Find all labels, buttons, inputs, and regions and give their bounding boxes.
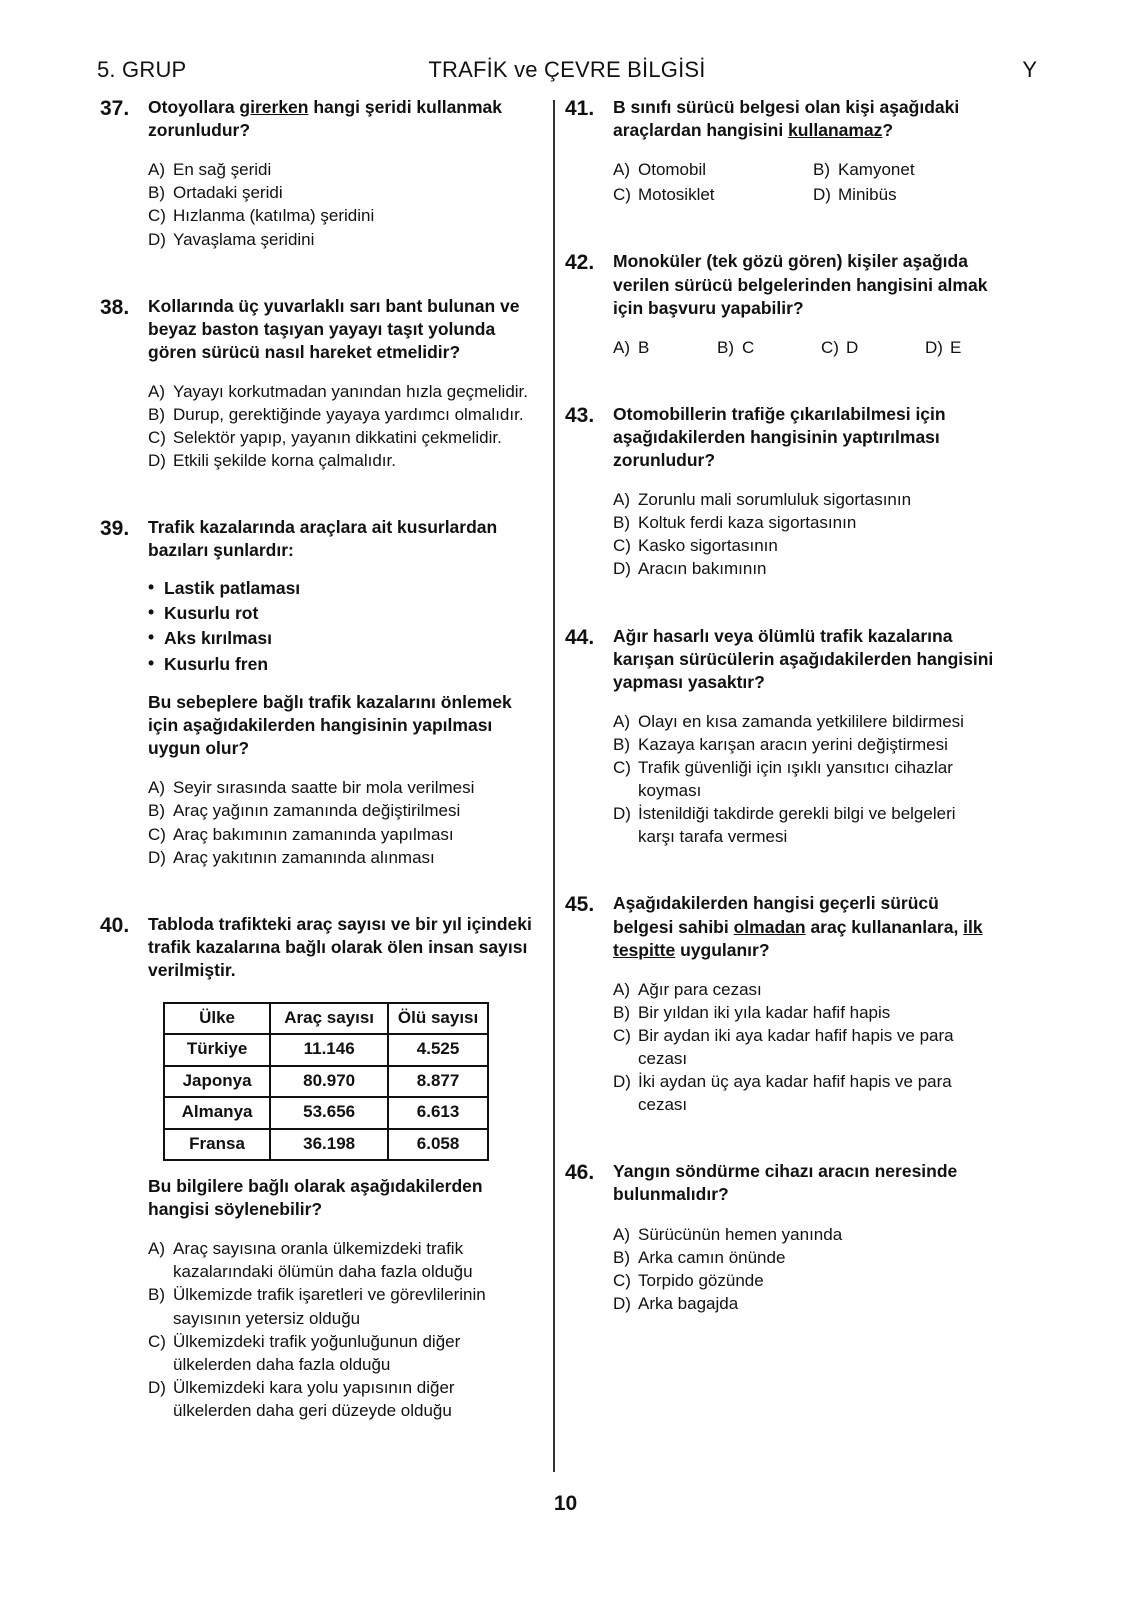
option-letter: B) [813, 160, 830, 180]
option-letter: A) [613, 979, 630, 999]
traffic-statistics-table [163, 1002, 489, 1161]
stem-part-after: hangi şeridi kullanmak zorunludur? [148, 97, 503, 141]
option-letter: C) [148, 206, 166, 226]
stem-part-before: B sınıfı sürücü belgesi olan kişi aşağıdaki araçlardan hangisini [613, 97, 960, 141]
page-header [97, 57, 1037, 87]
option-letter: C) [148, 428, 166, 448]
option-letter: B) [148, 183, 165, 203]
cell-death-count: 8.877 [388, 1066, 488, 1097]
spacer [565, 581, 997, 625]
cell-country: Almanya [164, 1097, 270, 1128]
option-letter: A) [613, 160, 630, 180]
option-letter: C) [613, 1025, 631, 1045]
question-37 [100, 96, 532, 251]
option-letter: D) [925, 337, 943, 357]
option-text: Ağır para cezası [638, 979, 762, 999]
question-stem [148, 96, 532, 142]
stem-part-underlined: kullanamaz [788, 120, 883, 141]
stem-part-middle: araç kullananlara, [805, 916, 964, 937]
spacer [100, 251, 532, 295]
question-stem: Tabloda trafikteki araç sayısı ve bir yıl içindeki trafik kazalarına bağlı olarak ölen insan sayısı verilmiştir. [148, 913, 532, 980]
question-43 [565, 403, 997, 581]
option-letter: B) [148, 405, 165, 425]
option-letter: B) [613, 1247, 630, 1267]
option-letter: C) [613, 536, 631, 556]
option-text: Yavaşlama şeridini [173, 229, 315, 249]
option-d[interactable] [148, 846, 532, 869]
question-44 [565, 625, 997, 849]
option-b[interactable] [613, 1246, 997, 1269]
option-letter: C) [613, 185, 631, 205]
option-letter: D) [813, 185, 831, 205]
column-divider [553, 100, 555, 1472]
option-b[interactable] [813, 158, 997, 181]
option-b[interactable] [717, 336, 821, 359]
table-row [164, 1097, 488, 1128]
option-text: Bir yıldan iki yıla kadar hafif hapis [638, 1002, 891, 1022]
option-text: Torpido gözünde [638, 1270, 764, 1290]
option-text: Arka camın önünde [638, 1247, 786, 1267]
question-stem: Kollarında üç yuvarlaklı sarı bant bulunan ve beyaz baston taşıyan yayayı taşıt yolunda gören sürücü nasıl hareket etmelidir? [148, 295, 520, 362]
option-a[interactable] [148, 380, 532, 403]
option-a[interactable] [148, 776, 532, 799]
option-a[interactable] [613, 158, 813, 181]
option-letter: D) [148, 1377, 166, 1397]
option-letter: D) [613, 804, 631, 824]
option-d[interactable] [813, 183, 997, 206]
option-letter: A) [148, 778, 165, 798]
left-column [100, 96, 532, 1422]
option-d[interactable] [613, 1292, 997, 1315]
option-b[interactable] [613, 733, 997, 756]
question-stem [613, 892, 997, 961]
exam-title: TRAFİK ve ÇEVRE BİLGİSİ [428, 57, 706, 82]
option-text: Ülkemizde trafik işaretleri ve görevlilerinin sayısının yetersiz olduğu [173, 1285, 486, 1328]
traffic-statistics-table-wrapper [163, 1002, 532, 1161]
list-item: • Kusurlu rot [148, 601, 532, 626]
question-stem: Yangın söndürme cihazı aracın neresinde bulunmalıdır? [613, 1161, 958, 1205]
question-number: 45. [565, 893, 595, 917]
booklet-letter: Y [1022, 57, 1037, 82]
option-d[interactable] [613, 802, 997, 848]
question-38 [100, 295, 532, 473]
question-42 [565, 250, 997, 358]
option-a[interactable] [613, 710, 997, 733]
option-a[interactable] [613, 978, 997, 1001]
column-header-death-count: Ölü sayısı [388, 1003, 488, 1034]
option-text: E [950, 337, 962, 357]
option-text: Ortadaki şeridi [173, 183, 283, 203]
cell-death-count: 6.058 [388, 1129, 488, 1160]
option-text: Kasko sigortasının [638, 536, 778, 556]
option-text: Bir aydan iki aya kadar hafif hapis ve para cezası [638, 1025, 954, 1069]
options-list [613, 710, 997, 849]
option-text: Araç yağının zamanında değiştirilmesi [173, 801, 461, 821]
option-text: Kamyonet [838, 160, 915, 180]
option-text: Ülkemizdeki kara yolu yapısının diğer ülkelerden daha geri düzeyde olduğu [173, 1377, 455, 1420]
stem-part-underlined: girerken [239, 97, 309, 117]
group-label: 5. GRUP [97, 57, 187, 82]
question-stem-secondary: Bu sebeplere bağlı trafik kazalarını önlemek için aşağıdakilerden hangisinin yapılması uygun olur? [148, 692, 512, 759]
question-stem-secondary: Bu bilgilere bağlı olarak aşağıdakilerden hangisi söylenebilir? [148, 1175, 483, 1220]
right-column [565, 96, 997, 1315]
question-39 [100, 516, 532, 868]
option-text: İstenildiği takdirde gerekli bilgi ve belgeleri karşı tarafa vermesi [638, 804, 956, 847]
option-text: Olayı en kısa zamanda yetkililere bildirmesi [638, 711, 964, 731]
cell-death-count: 6.613 [388, 1097, 488, 1128]
option-d[interactable] [148, 228, 532, 251]
option-text: Selektör yapıp, yayanın dikkatini çekmelidir. [173, 428, 502, 448]
option-letter: B) [613, 1002, 630, 1022]
cell-country: Japonya [164, 1066, 270, 1097]
list-item: • Lastik patlaması [148, 576, 532, 601]
option-text: Yayayı korkutmadan yanından hızla geçmelidir. [173, 381, 528, 401]
option-text: Araç bakımının zamanında yapılması [173, 824, 454, 844]
question-number: 44. [565, 625, 595, 649]
question-stem: Monoküler (tek gözü gören) kişiler aşağıda verilen sürücü belgelerinden hangisini almak için başvuru yapabilir? [613, 251, 988, 318]
question-number: 40. [100, 913, 130, 937]
cell-death-count: 4.525 [388, 1034, 488, 1065]
option-text: B [638, 337, 650, 357]
option-text: Otomobil [638, 160, 707, 180]
option-letter: A) [148, 160, 165, 180]
option-text: C [742, 337, 755, 357]
question-stem [613, 96, 997, 142]
option-c[interactable] [613, 1269, 997, 1292]
stem-part-before: Aşağıdakilerden hangisi geçerli sürücü belgesi sahibi [613, 893, 939, 937]
option-letter: A) [613, 1224, 630, 1244]
option-b[interactable] [613, 1001, 997, 1024]
option-c[interactable] [613, 534, 997, 557]
list-item: • Aks kırılması [148, 626, 532, 651]
fault-bullet-list [148, 576, 532, 678]
option-letter: C) [613, 758, 631, 778]
option-text: Aracın bakımının [638, 559, 767, 579]
stem-part-before: Otoyollara [148, 97, 240, 117]
option-text: Zorunlu mali sorumluluk sigortasının [638, 490, 912, 510]
option-letter: C) [613, 1270, 631, 1290]
option-c[interactable] [148, 1330, 532, 1376]
question-46 [565, 1160, 997, 1315]
question-45 [565, 892, 997, 1116]
question-number: 43. [565, 403, 595, 427]
question-stem: Otomobillerin trafiğe çıkarılabilmesi için aşağıdakilerden hangisinin yaptırılması zorunludur? [613, 403, 946, 470]
option-letter: A) [613, 337, 630, 357]
cell-vehicle-count: 36.198 [270, 1129, 388, 1160]
question-number: 38. [100, 295, 130, 319]
option-letter: A) [613, 490, 630, 510]
option-letter: A) [148, 1239, 165, 1259]
question-stem: Ağır hasarlı veya ölümlü trafik kazalarına karışan sürücülerin aşağıdakilerden hangisini yapması yasaktır? [613, 625, 994, 692]
option-text: Araç yakıtının zamanında alınması [173, 847, 435, 867]
option-text: Motosiklet [638, 185, 715, 205]
option-letter: B) [148, 1285, 165, 1305]
table-row [164, 1129, 488, 1160]
spacer [565, 1116, 997, 1160]
question-stem: Trafik kazalarında araçlara ait kusurlardan bazıları şunlardır: [148, 517, 498, 561]
options-list [148, 158, 532, 250]
option-b[interactable] [148, 403, 532, 426]
cell-vehicle-count: 80.970 [270, 1066, 388, 1097]
option-c[interactable] [821, 336, 925, 359]
option-d[interactable] [148, 1376, 532, 1422]
option-text: En sağ şeridi [173, 160, 272, 180]
stem-part-underlined-2: ilk tespitte [613, 916, 983, 960]
page-number: 10 [553, 1492, 578, 1515]
spacer [100, 472, 532, 516]
option-letter: D) [613, 1072, 631, 1092]
option-b[interactable] [613, 511, 997, 534]
option-text: Seyir sırasında saatte bir mola verilmesi [173, 778, 475, 798]
option-text: İki aydan üç aya kadar hafif hapis ve para cezası [638, 1072, 952, 1115]
option-letter: B) [613, 513, 630, 533]
option-c[interactable] [148, 426, 532, 449]
option-letter: C) [148, 824, 166, 844]
question-number: 39. [100, 517, 130, 541]
option-text: Sürücünün hemen yanında [638, 1224, 843, 1244]
option-text: Trafik güvenliği için ışıklı yansıtıcı cihazlar koyması [638, 758, 953, 801]
cell-vehicle-count: 11.146 [270, 1034, 388, 1065]
option-letter: D) [613, 1293, 631, 1313]
table-row [164, 1066, 488, 1097]
options-list [613, 978, 997, 1117]
stem-part-after: ? [882, 120, 894, 141]
option-c[interactable] [613, 1024, 997, 1070]
option-a[interactable] [613, 336, 717, 359]
table-row [164, 1034, 488, 1065]
question-number: 41. [565, 97, 595, 120]
option-letter: C) [821, 337, 839, 357]
option-text: D [846, 337, 859, 357]
option-text: Araç sayısına oranla ülkemizdeki trafik kazalarındaki ölümün daha fazla olduğu [173, 1239, 473, 1282]
option-letter: D) [613, 559, 631, 579]
spacer [565, 848, 997, 892]
cell-country: Türkiye [164, 1034, 270, 1065]
spacer [100, 869, 532, 913]
stem-part-underlined: olmadan [733, 916, 806, 937]
option-text: Hızlanma (katılma) şeridini [173, 206, 375, 226]
spacer [565, 359, 997, 403]
options-list [613, 336, 997, 359]
column-header-vehicle-count: Araç sayısı [270, 1003, 388, 1034]
option-text: Durup, gerektiğinde yayaya yardımcı olmalıdır. [173, 405, 524, 425]
option-c[interactable] [148, 204, 532, 227]
options-list [148, 380, 532, 472]
options-list [613, 158, 997, 206]
option-d[interactable] [613, 557, 997, 580]
options-list [613, 1223, 997, 1315]
question-number: 46. [565, 1161, 595, 1185]
list-item: • Kusurlu fren [148, 652, 532, 677]
option-letter: A) [613, 711, 630, 731]
option-letter: B) [717, 337, 734, 357]
column-header-country: Ülke [164, 1003, 270, 1034]
option-a[interactable] [613, 488, 997, 511]
option-b[interactable] [148, 1283, 532, 1329]
option-letter: B) [148, 801, 165, 821]
option-text: Etkili şekilde korna çalmalıdır. [173, 451, 396, 471]
options-list [613, 488, 997, 580]
option-letter: D) [148, 847, 166, 867]
option-text: Arka bagajda [638, 1293, 739, 1313]
cell-vehicle-count: 53.656 [270, 1097, 388, 1128]
option-c[interactable] [613, 756, 997, 802]
option-letter: C) [148, 1331, 166, 1351]
spacer [565, 206, 997, 250]
option-letter: A) [148, 381, 165, 401]
option-a[interactable] [148, 158, 532, 181]
cell-country: Fransa [164, 1129, 270, 1160]
stem-part-after: uygulanır? [675, 939, 770, 960]
option-d[interactable] [925, 336, 997, 359]
question-41 [565, 96, 997, 206]
question-number: 42. [565, 251, 595, 275]
option-text: Minibüs [838, 185, 897, 205]
option-letter: D) [148, 229, 166, 249]
question-40 [100, 913, 532, 1422]
option-d[interactable] [613, 1070, 997, 1116]
table-header-row [164, 1003, 488, 1034]
option-b[interactable] [148, 799, 532, 822]
option-b[interactable] [148, 181, 532, 204]
option-c[interactable] [148, 823, 532, 846]
question-number: 37. [100, 97, 130, 120]
option-text: Kazaya karışan aracın yerini değiştirmesi [638, 734, 948, 754]
option-letter: D) [148, 451, 166, 471]
options-list [148, 1237, 532, 1422]
option-letter: B) [613, 734, 630, 754]
option-a[interactable] [148, 1237, 532, 1283]
option-c[interactable] [613, 183, 813, 206]
option-a[interactable] [613, 1223, 997, 1246]
option-text: Ülkemizdeki trafik yoğunluğunun diğer ülkelerden daha fazla olduğu [173, 1331, 461, 1374]
option-text: Koltuk ferdi kaza sigortasının [638, 513, 857, 533]
options-list [148, 776, 532, 868]
option-d[interactable] [148, 449, 532, 472]
